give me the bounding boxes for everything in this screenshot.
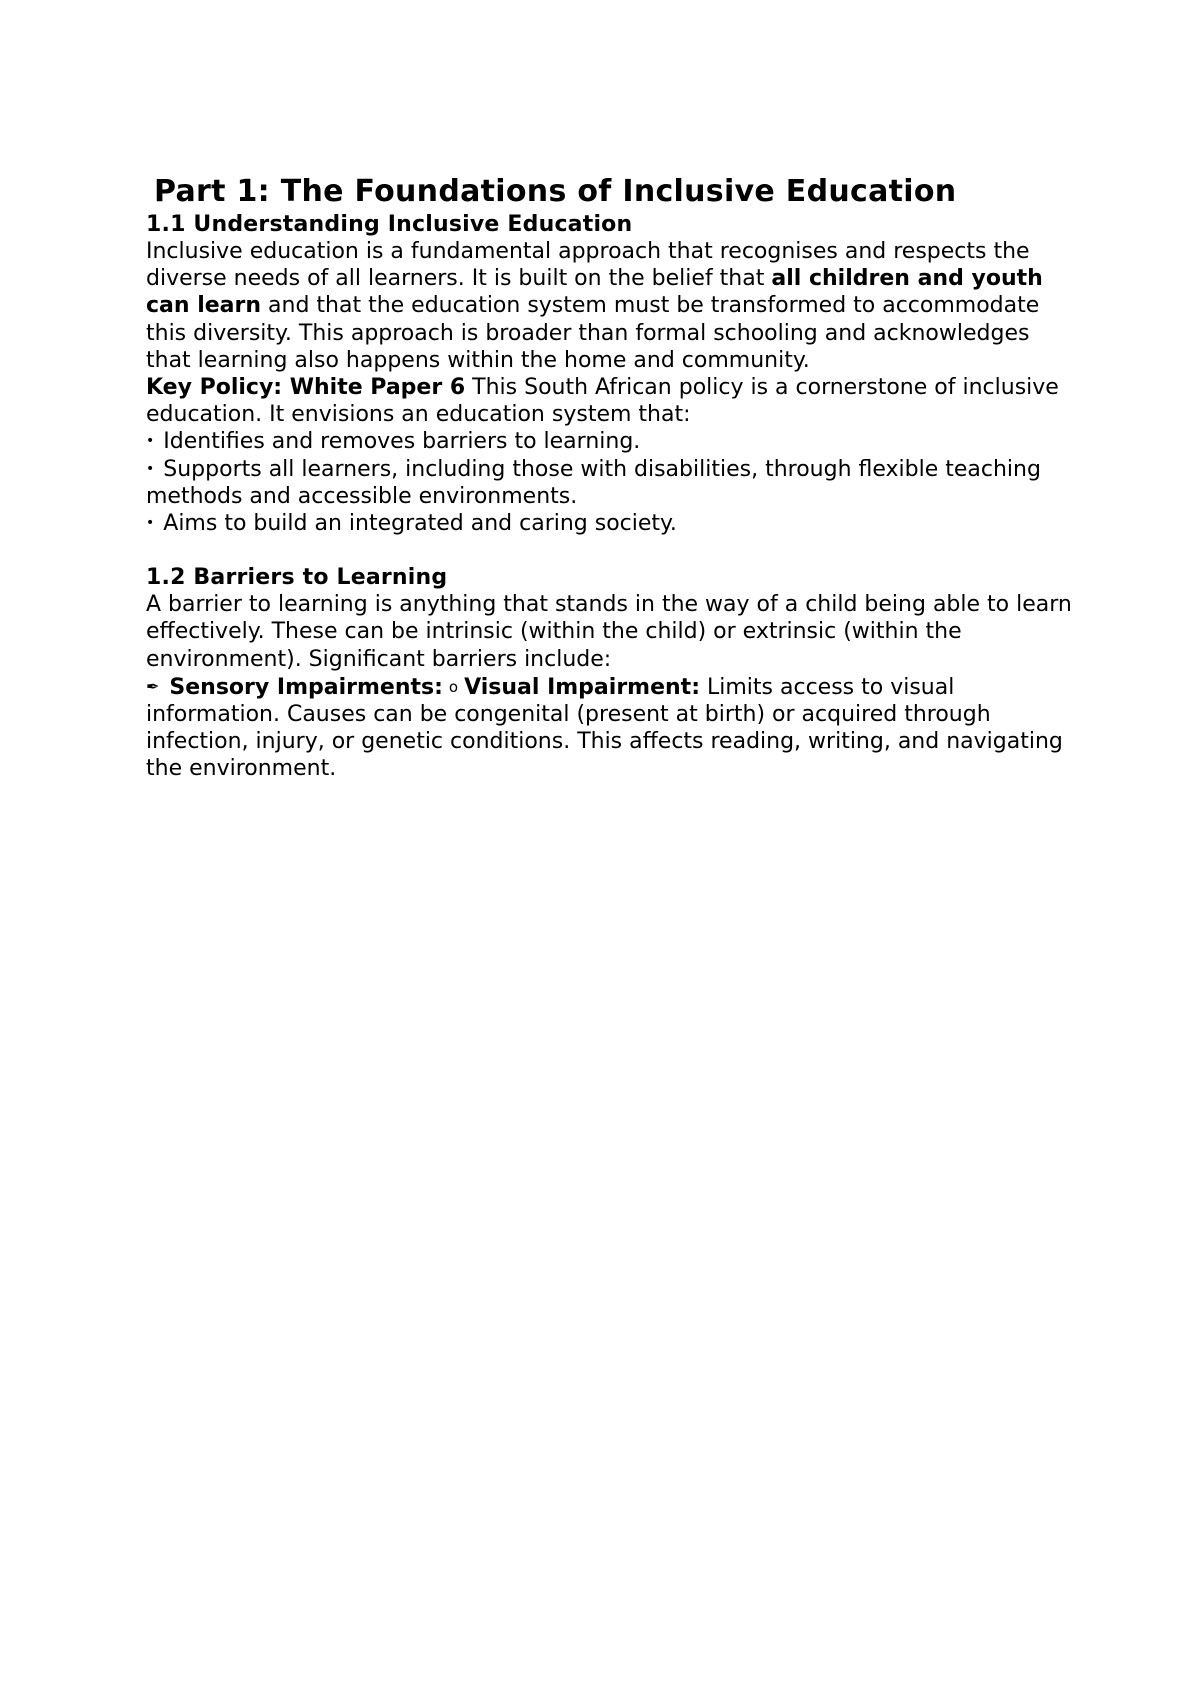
bullet-text: Aims to build an integrated and caring society.: [163, 511, 677, 537]
key-policy-text: This South African policy is a cornerstone of inclusive education. It envisions an education system that:: [146, 375, 1059, 428]
section-1-1-paragraph: [146, 238, 1076, 374]
section-1-2-paragraph: A barrier to learning is anything that stands in the way of a child being able to learn effectively. These can be intrinsic (within the child) or extrinsic (within the environment). Significant barriers include:: [146, 592, 1072, 672]
document-content: [146, 173, 1076, 783]
key-policy-label: Key Policy: White Paper 6: [146, 375, 466, 401]
key-policy-paragraph: [146, 374, 1076, 428]
bullet-text: Supports all learners, including those with disabilities, through flexible teaching methods and accessible environments.: [146, 456, 1041, 509]
bullet-item: [146, 510, 1076, 537]
section-1-2-heading: 1.2 Barriers to Learning: [146, 565, 448, 591]
bullet-icon: •: [146, 515, 155, 532]
paragraph-text: Inclusive education is a fundamental approach that recognises and respects the diverse needs of all learners. It is built on the belief that: [146, 239, 1030, 292]
sensory-impairments-label: Sensory Impairments:: [169, 674, 443, 700]
emphasis-text: all children and youth can learn: [146, 266, 1043, 319]
bullet-item: [146, 428, 1076, 455]
bullet-item: [146, 456, 1076, 510]
visual-impairment-text: Limits access to visual information. Causes can be congenital (present at birth) or acquired through infection, injury, or genetic conditions. This affects reading, writing, and navigating the environment.: [146, 674, 1063, 782]
sensory-impairments-paragraph: [146, 673, 1076, 783]
section-1-1-heading: 1.1 Understanding Inclusive Education: [146, 212, 633, 237]
paragraph-text: and that the education system must be transformed to accommodate this diversity. This approach is broader than formal schooling and acknowledges that learning also happens within the home and community.: [146, 293, 1040, 373]
visual-impairment-label: Visual Impairment:: [464, 674, 700, 700]
bullet-text: Identifies and removes barriers to learning.: [163, 429, 641, 455]
pen-icon: ✒: [146, 676, 160, 696]
bullet-icon: •: [146, 460, 155, 477]
circle-bullet-icon: o: [448, 677, 459, 696]
document-title: Part 1: The Foundations of Inclusive Education: [154, 174, 957, 209]
bullet-icon: •: [146, 433, 155, 450]
